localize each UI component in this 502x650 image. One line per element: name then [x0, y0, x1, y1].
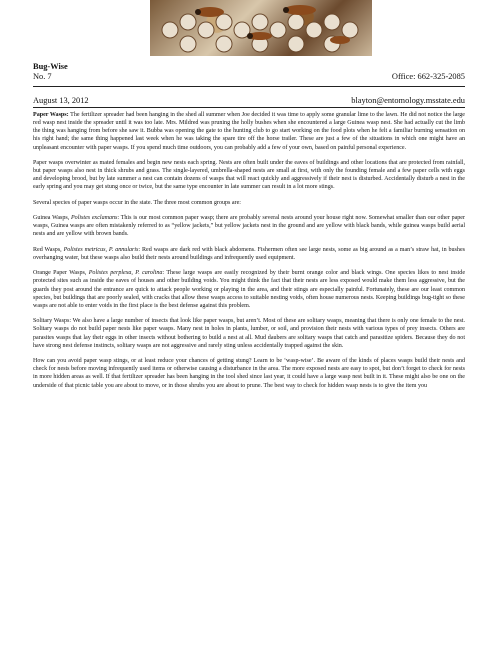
- office-phone: Office: 662-325-2085: [391, 72, 465, 81]
- paragraph-species-intro: Several species of paper wasps occur in the state. The three most common groups are:: [33, 199, 241, 206]
- paragraph-lifecycle: Paper wasps overwinter as mated females and begin new nests each spring. Nests are often built under the eaves of buildings and other locations that are protected from rainfall, but paper wasps also nest in thick shrubs and grass. The single-layered, umbrella-shaped nests are small at first, with only the founding female and a few paper cells with eggs and developing brood, but by late summer a nest can contain dozens of wasps that will react quickly and aggressively if their nest is disturbed. Accidentally disturb a nest in the early spring and you may get stung once or twice, but the same type encounter in late summer can result in a lot more stings.: [33, 159, 465, 191]
- issue-number: No. 7: [33, 72, 52, 81]
- paragraph-intro: Paper Wasps: The fertilizer spreader had been hanging in the shed all summer when Joe decided it was time to apply some granular lime to the lawn. He did not notice the large red wasp nest inside the spreader until it was too late. Mrs. Mildred was pruning the holly bushes when she encountered a large Guinea wasp nest. She had actually cut the limb the thing was hanging from before she saw it. Bubba was opening the gate to the hunting club to go start working on the food plots when he felt a familiar burning sensation on his right hand; the same thing happened last week when he was taking the spare tire off the horse trailer. These are just a few of the situations in which one might have an unpleasant encounter with paper wasps. If you spend much time outdoors, you can probably add a few of your own, based on painful personal experience.: [33, 112, 465, 151]
- article-body: [33, 111, 465, 397]
- paragraph-solitary-wasps: Solitary Wasps: We also have a large number of insects that look like paper wasps, but aren’t. Most of these are solitary wasps, meaning that there is only one female to the nest. Solitary wasps do not build paper nests like paper wasps. Many nest in holes in plants, lumber, or soil, and provision their nests with various types of prey insects. Others are parasites wasps that lay their eggs in other insects without bothering to build a nest at all. Mud daubers are solitary wasps that catch and parasitize spiders. Because they do not have strong nest defense instincts, solitary wasps are not aggressive and rarely sting unless accidentally trapped against the skin.: [33, 318, 465, 349]
- issue-date: August 13, 2012: [33, 96, 89, 105]
- wasp-nest-photo: [150, 0, 372, 56]
- newsletter-title: Bug-Wise: [33, 62, 68, 71]
- paragraph-red-wasps: Red Wasps, Polistes metricus, P. annularis: Red wasps are dark red with black abdomens. Fishermen often see large nests, some as big around as a man’s straw hat, in bushes overhanging water, but these wasps also build their nests around buildings and infrequently used equipment.: [33, 246, 465, 261]
- paragraph-orange-wasps: Orange Paper Wasps, Polistes perplexa, P. carolina: These large wasps are easily recognized by their burnt orange color and black wings. One species likes to nest inside protected sites such as inside the eaves of houses and other building voids. You might think the fact that their nests are less exposed would make them less aggressive, but the guards they post around the entrance are quick to attack people working or playing in the area, and their stings are especially painful. Fortunately, these are our least common species, but buildings that are poorly sealed, with cracks that allow these wasps access to suitable nesting voids, often house numerous nests. Keeping buildings bug-tight so these wasps are not able to enter voids in the first place is the best defense against this problem.: [33, 270, 466, 309]
- date-rule: [33, 107, 465, 108]
- paragraph-avoid-stings: How can you avoid paper wasp stings, or at least reduce your chances of getting stung? Learn to be ‘wasp-wise’. Be aware of the kinds of places wasps build their nests and check for nests before moving infrequently used items or otherwise causing a disturbance in the area. The more exposed nests are easy to spot, but don’t forget to check for nests in more hidden areas as well. If that fertilizer spreader has been hanging in the tool shed since last year, it could have a large wasp nest built in it. These might also be one on the underside of that picnic table you are about to move, or in those shrubs you are about to prune. The best way to check for hidden wasp nests is to give the item you: [33, 358, 465, 389]
- header-rule: [33, 86, 465, 87]
- section-heading-paper-wasps: Paper Wasps:: [33, 112, 69, 118]
- author-email[interactable]: blayton@entomology.msstate.edu: [351, 96, 465, 105]
- paragraph-guinea-wasps: Guinea Wasps, Polistes exclamans: This is our most common paper wasp; there are probably several nests around your house right now. Somewhat smaller than our other paper wasps, Guinea wasps are often mistakenly referred to as “yellow jackets,” but yellow jackets nest in the ground and are yellow with black bands, while guinea wasps build aerial nests and are yellow with brown bands.: [33, 215, 466, 238]
